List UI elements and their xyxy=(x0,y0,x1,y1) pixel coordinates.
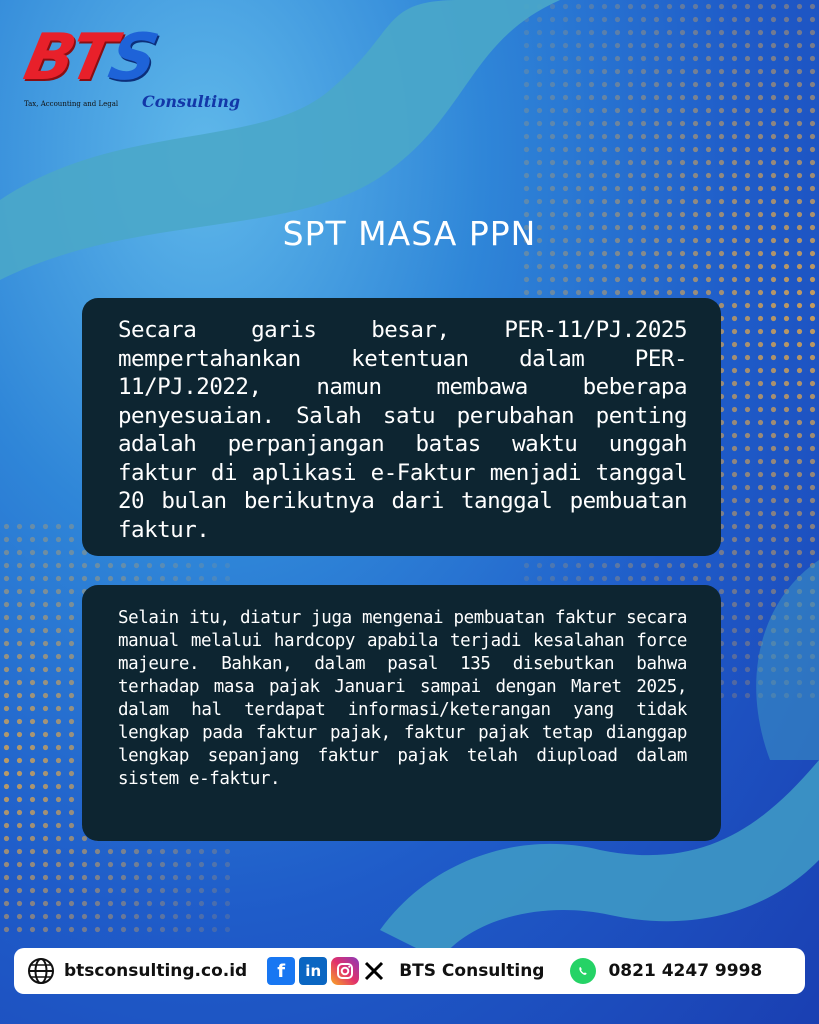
website-link[interactable]: btsconsulting.co.id xyxy=(64,961,248,981)
instagram-icon[interactable] xyxy=(331,957,359,985)
bts-logo xyxy=(18,21,241,124)
globe-icon xyxy=(26,956,56,986)
linkedin-icon[interactable]: in xyxy=(299,957,327,985)
contact-footer xyxy=(14,948,805,994)
info-card-1-text: Secara garis besar, PER-11/PJ.2025 mempertahankan ketentuan dalam PER-11/PJ.2022, namun membawa beberapa penyesuaian. Salah satu perubahan penting adalah perpanjangan batas waktu unggah faktur di aplikasi e-Faktur menjadi tanggal 20 bulan berikutnya dari tanggal pembuatan faktur. xyxy=(118,317,687,543)
logo-s: S xyxy=(102,21,161,95)
logo-bt: BT xyxy=(18,21,119,95)
info-card-2 xyxy=(82,585,721,841)
x-icon[interactable] xyxy=(363,957,385,985)
logo-tagline: Tax, Accounting and Legal xyxy=(24,100,119,108)
logo-mark xyxy=(18,21,161,95)
info-card-1 xyxy=(82,298,721,556)
info-card-2-text: Selain itu, diatur juga mengenai pembuatan faktur secara manual melalui hardcopy apabila terjadi kesalahan force majeure. Bahkan, dalam pasal 135 disebutkan bahwa terhadap masa pajak Januari sampai dengan Maret 2025, dalam hal terdapat informasi/keterangan yang tidak lengkap pada faktur pajak, faktur pajak tetap dianggap lengkap sepanjang faktur pajak telah diupload dalam sistem e-faktur. xyxy=(118,608,687,789)
whatsapp-icon[interactable] xyxy=(570,958,596,984)
social-name[interactable]: BTS Consulting xyxy=(399,961,545,981)
phone-number[interactable]: 0821 4247 9998 xyxy=(608,961,763,981)
facebook-icon[interactable]: f xyxy=(267,957,295,985)
page-title: SPT MASA PPN xyxy=(282,214,537,253)
logo-consulting: Consulting xyxy=(142,92,241,111)
